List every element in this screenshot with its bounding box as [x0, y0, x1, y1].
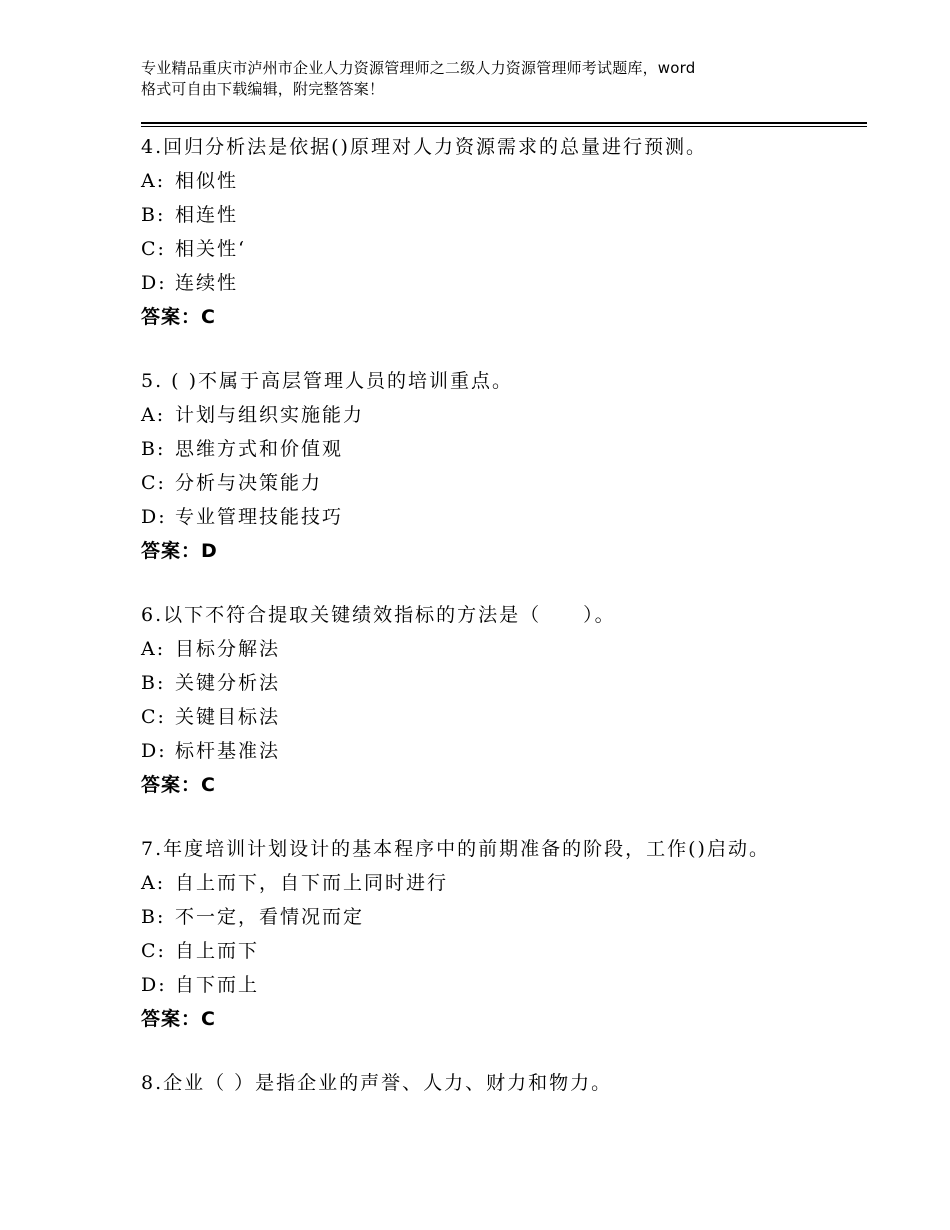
option-a	[141, 866, 867, 900]
option-c	[141, 466, 867, 500]
option-text: 自下而上	[175, 974, 260, 996]
option-label: A:	[141, 404, 166, 426]
option-a	[141, 164, 867, 198]
option-b	[141, 900, 867, 934]
option-label: D:	[141, 272, 167, 294]
option-label: C:	[141, 472, 166, 494]
option-label: A:	[141, 638, 166, 660]
header-line-2: 格式可自由下载编辑，附完整答案！	[141, 80, 385, 98]
option-label: D:	[141, 506, 167, 528]
option-c	[141, 700, 867, 734]
option-label: A:	[141, 872, 166, 894]
answer-line: 答案：C	[141, 306, 216, 328]
option-d	[141, 266, 867, 300]
document-header	[141, 58, 821, 100]
option-b	[141, 666, 867, 700]
option-label: C:	[141, 706, 166, 728]
header-rule-thin	[141, 126, 867, 127]
option-a	[141, 632, 867, 666]
answer-line: 答案：C	[141, 774, 216, 796]
option-label: B:	[141, 906, 166, 928]
option-d	[141, 500, 867, 534]
option-label: C:	[141, 238, 166, 260]
option-label: C:	[141, 940, 166, 962]
option-label: D:	[141, 740, 167, 762]
option-label: B:	[141, 438, 166, 460]
option-label: D:	[141, 974, 167, 996]
header-rule-thick	[141, 122, 867, 124]
option-text: 相似性	[175, 170, 239, 192]
answer-line: 答案：D	[141, 540, 218, 562]
option-label: B:	[141, 672, 166, 694]
question-stem: 5. ( )不属于高层管理人员的培训重点。	[141, 370, 514, 392]
question-stem: 4.回归分析法是依据()原理对人力资源需求的总量进行预测。	[141, 136, 707, 158]
option-text: 专业管理技能技巧	[175, 506, 344, 528]
option-text: 目标分解法	[175, 638, 281, 660]
question-8	[141, 1066, 867, 1100]
question-4	[141, 130, 867, 334]
option-label: B:	[141, 204, 166, 226]
option-label: A:	[141, 170, 166, 192]
option-text: 自上而下	[175, 940, 260, 962]
question-stem: 8.企业（ ）是指企业的声誉、人力、财力和物力。	[141, 1072, 613, 1094]
option-text: 连续性	[175, 272, 239, 294]
option-d	[141, 968, 867, 1002]
option-b	[141, 198, 867, 232]
option-text: 相连性	[175, 204, 239, 226]
answer-line: 答案：C	[141, 1008, 216, 1030]
option-text: 标杆基准法	[175, 740, 281, 762]
question-stem: 6.以下不符合提取关键绩效指标的方法是（ ）。	[141, 604, 616, 626]
question-5	[141, 364, 867, 568]
option-text: 分析与决策能力	[175, 472, 323, 494]
option-b	[141, 432, 867, 466]
option-text: 关键分析法	[175, 672, 281, 694]
option-d	[141, 734, 867, 768]
header-line-1: 专业精品重庆市泸州市企业人力资源管理师之二级人力资源管理师考试题库，word	[141, 59, 696, 77]
question-list	[141, 130, 867, 1130]
option-c	[141, 934, 867, 968]
option-c	[141, 232, 867, 266]
question-6	[141, 598, 867, 802]
question-stem: 7.年度培训计划设计的基本程序中的前期准备的阶段，工作()启动。	[141, 838, 770, 860]
option-text: 关键目标法	[175, 706, 281, 728]
option-text: 自上而下，自下而上同时进行	[175, 872, 449, 894]
option-text: 相关性‘	[175, 238, 247, 260]
question-7	[141, 832, 867, 1036]
option-a	[141, 398, 867, 432]
option-text: 思维方式和价值观	[175, 438, 344, 460]
option-text: 不一定，看情况而定	[175, 906, 365, 928]
option-text: 计划与组织实施能力	[175, 404, 365, 426]
